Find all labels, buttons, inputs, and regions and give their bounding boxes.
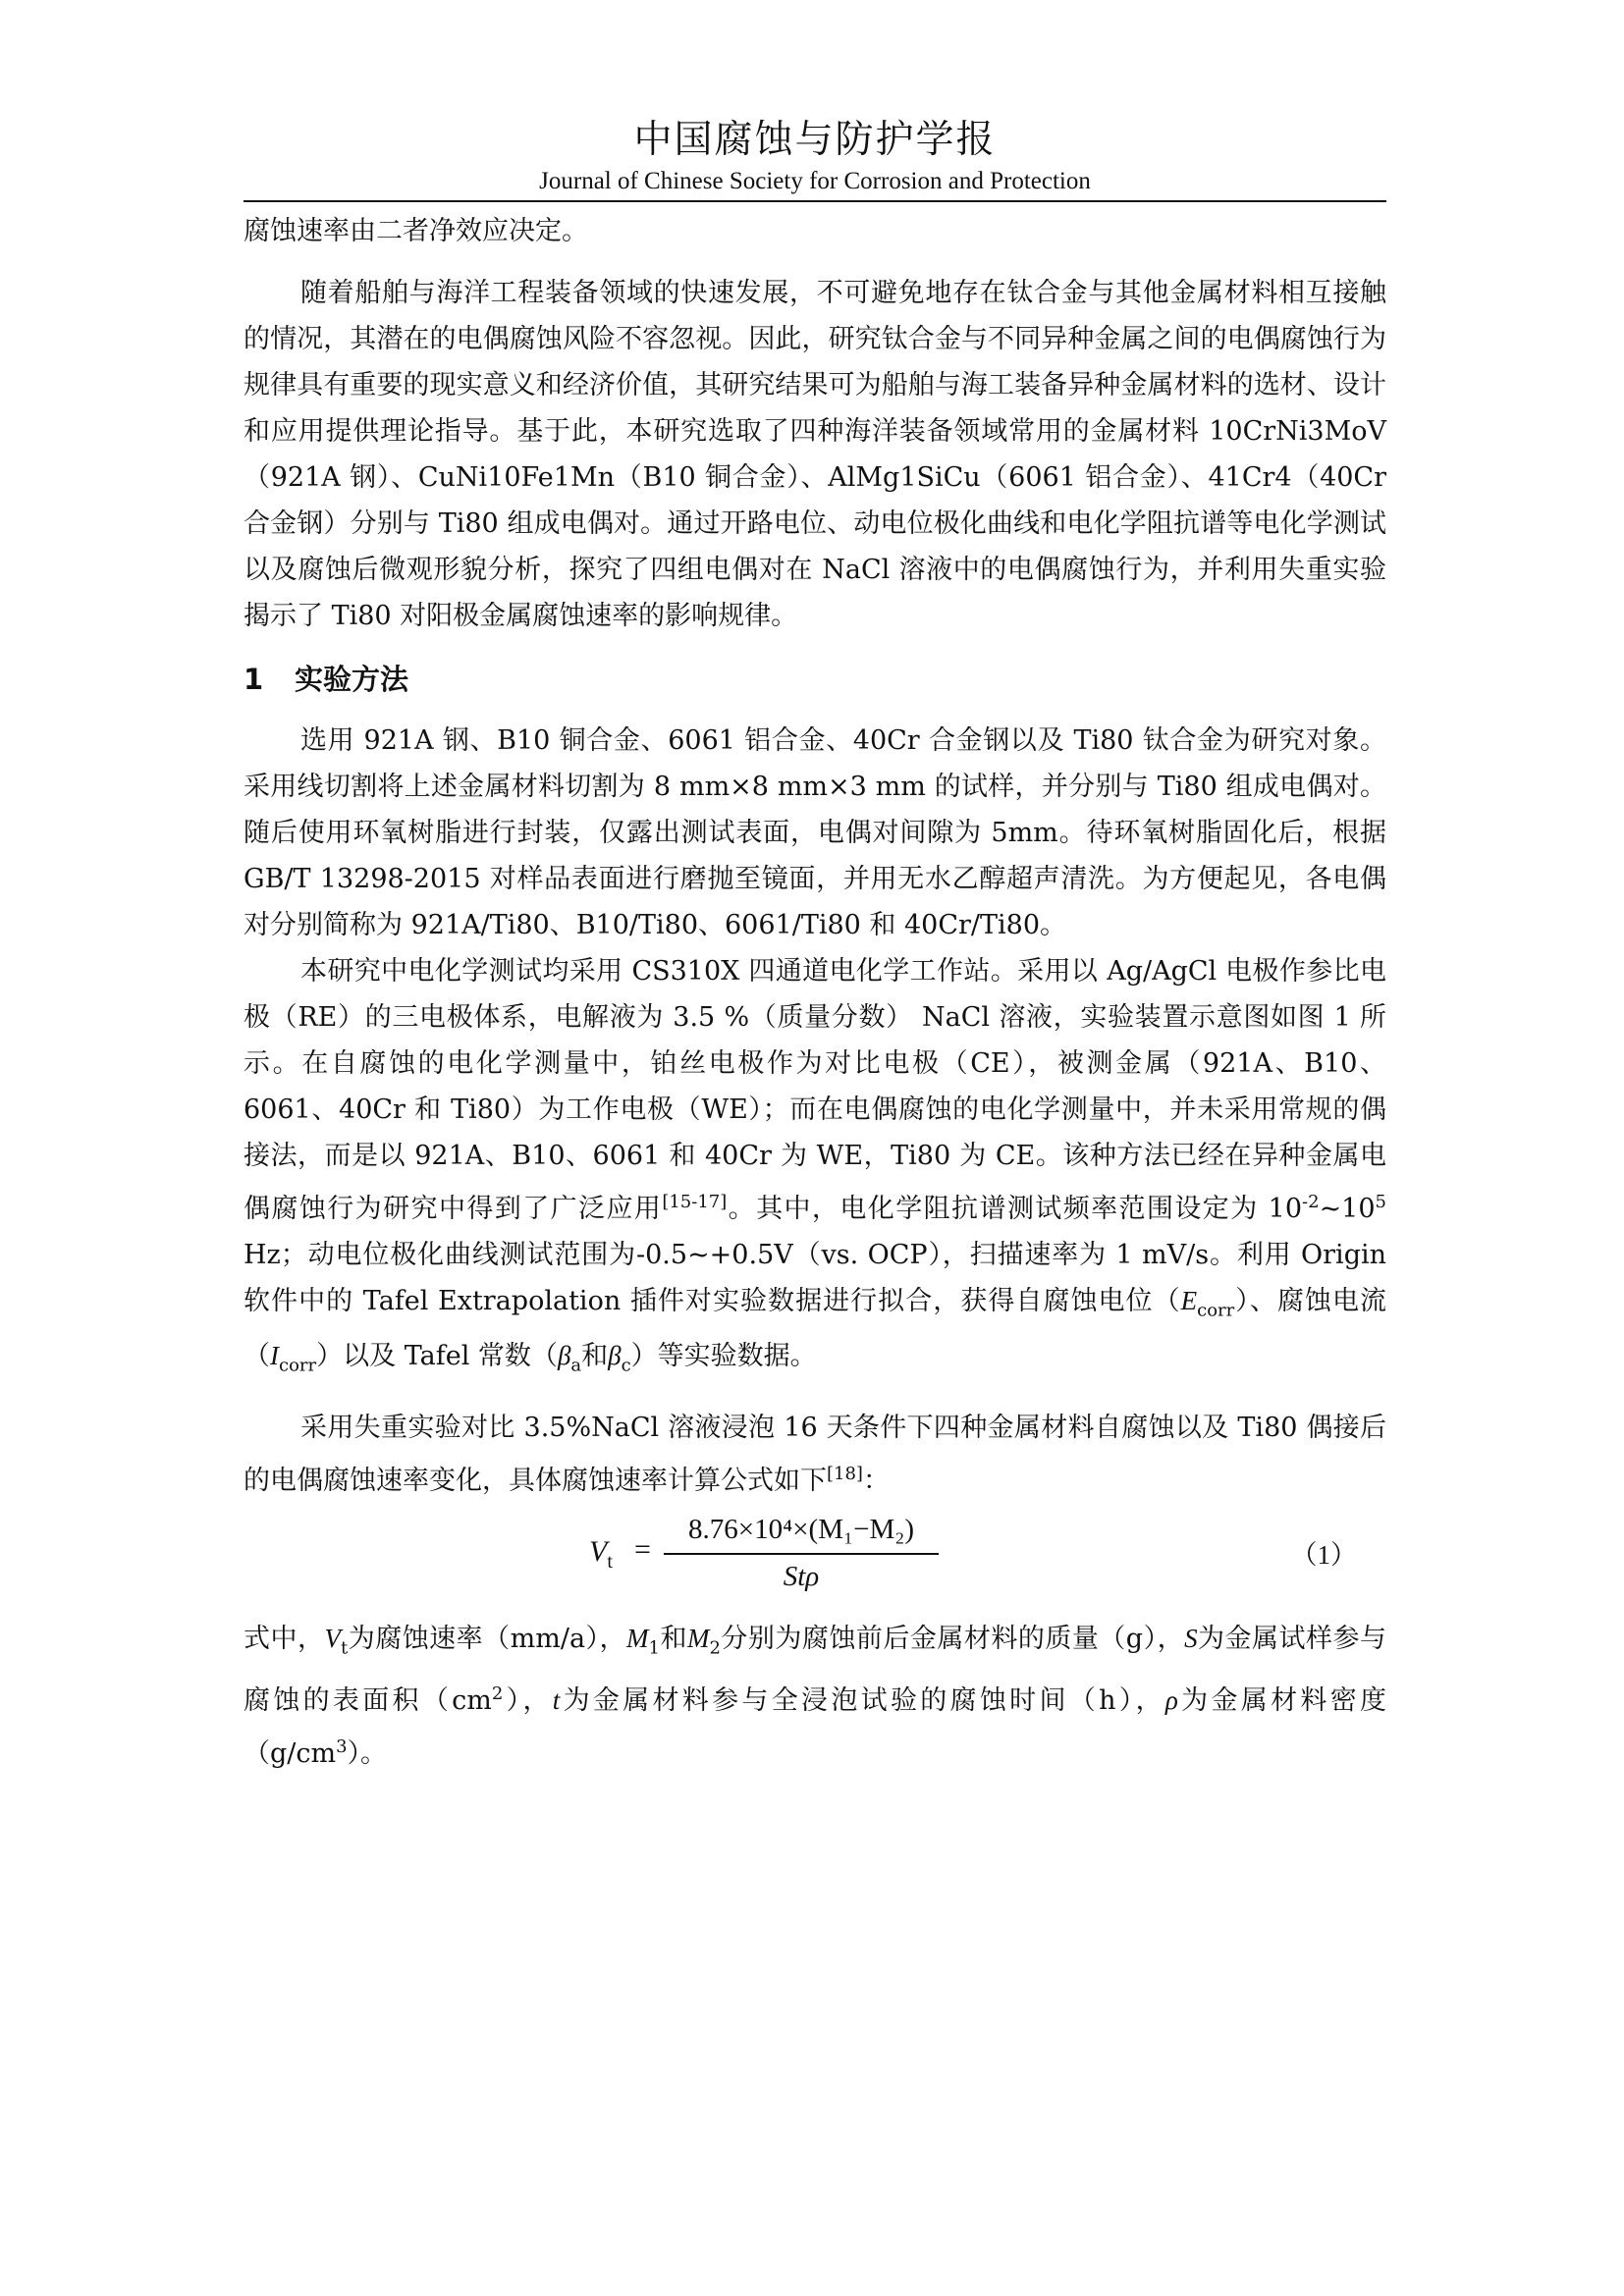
paragraph-electrochem: 本研究中电化学测试均采用 CS310X 四通道电化学工作站。采用以 Ag/AgCl 电极作参比电极（RE）的三电极体系，电解液为 3.5 %（质量分数） NaCl 溶液，实验装置示意图如图 1 所示。在自腐蚀的电化学测量中，铂丝电极作为对比电极（CE），被测金属（921A、B10、6061、40Cr 和 Ti80）为工作电极（WE）；而在电偶腐蚀的电化学测量中，并未采用常规的偶接法，而是以 921A、B10、6061 和 40Cr 为 WE，Ti80 为 CE。该种方法已经在异种金属电偶腐蚀行为研究中得到了广泛应用[15-17]。其中，电化学阻抗谱测试频率范围设定为 $10^{-2}\sim 10^5$ Hz；动电位极化曲线测试范围为-0.5~+0.5V（vs. OCP），扫描速率为 1 mV/s。利用 Origin 软件中的 Tafel Extrapolation 插件对实验数据进行拟合，获得自腐蚀电位$(E_{corr})$、腐蚀电流$(I_{corr})$以及 Tafel 常数（$\beta_a$和$\beta_c$）等实验数据。 [244,956,1387,1376]
equation-denominator: Stρ [783,1560,820,1592]
section-number: 1 [244,663,264,696]
journal-header [244,116,1386,196]
equation-lhs: $V_t$ [589,1534,613,1573]
section-heading [244,657,1386,702]
paragraph-materials: 选用 921A 钢、B10 铜合金、6061 铝合金、40Cr 合金钢以及 Ti80 钛合金为研究对象。采用线切割将上述金属材料切割为 8 mm×8 mm×3 mm 的试样，并分别与 Ti80 组成电偶对。随后使用环氧树脂进行封装，仅露出测试表面，电偶对间隙为 5mm。待环氧树脂固化后，根据 GB/T 13298-2015 对样品表面进行磨抛至镜面，并用无水乙醇超声清洗。为方便起见，各电偶对分别简称为 921A/Ti80、B10/Ti80、6061/Ti80 和 40Cr/Ti80。 [244,725,1386,940]
journal-title-en: Journal of Chinese Society for Corrosion and Protection [539,168,1091,194]
paragraph-continuation: 腐蚀速率由二者净效应决定。 [244,216,588,246]
equation-numerator: 8.76×10⁴×(M₁−M₂) [664,1508,939,1555]
equation-fraction [664,1508,939,1598]
paragraph-intro: 随着船舶与海洋工程装备领域的快速发展，不可避免地存在钛合金与其他金属材料相互接触的情况，其潜在的电偶腐蚀风险不容忽视。因此，研究钛合金与不同异种金属之间的电偶腐蚀行为规律具有重要的现实意义和经济价值，其研究结果可为船舶与海工装备异种金属材料的选材、设计和应用提供理论指导。基于此，本研究选取了四种海洋装备领域常用的金属材料 10CrNi3MoV（921A 钢）、CuNi10Fe1Mn（B10 铜合金）、AlMg1SiCu（6061 铝合金）、41Cr4（40Cr 合金钢）分别与 Ti80 组成电偶对。通过开路电位、动电位极化曲线和电化学阻抗谱等电化学测试以及腐蚀后微观形貌分析，探究了四组电偶对在 NaCl 溶液中的电偶腐蚀行为，并利用失重实验揭示了 Ti80 对阳极金属腐蚀速率的影响规律。 [244,278,1386,631]
paragraph-weightloss: 采用失重实验对比 3.5%NaCl 溶液浸泡 16 天条件下四种金属材料自腐蚀以及 Ti80 偶接后的电偶腐蚀速率变化，具体腐蚀速率计算公式如下[18]： [244,1412,1386,1496]
journal-title-cn: 中国腐蚀与防护学报 [633,118,997,162]
equation-1 [244,1508,1386,1610]
equation-equals: = [634,1532,651,1566]
equation-number: （1） [1290,1539,1357,1570]
paragraph-variable-definitions: 式中，$V_t$为腐蚀速率（mm/a），$M_1$和$M_2$分别为腐蚀前后金属材料的质量（g），S为金属试样参与腐蚀的表面积$(cm^2)$，t为金属材料参与全浸泡试验的腐蚀时间（h），ρ为金属材料密度$(g/cm^3)$。 [244,1623,1387,1770]
article-body [244,208,1386,1777]
section-title: 实验方法 [295,663,409,696]
header-rule [244,200,1386,202]
